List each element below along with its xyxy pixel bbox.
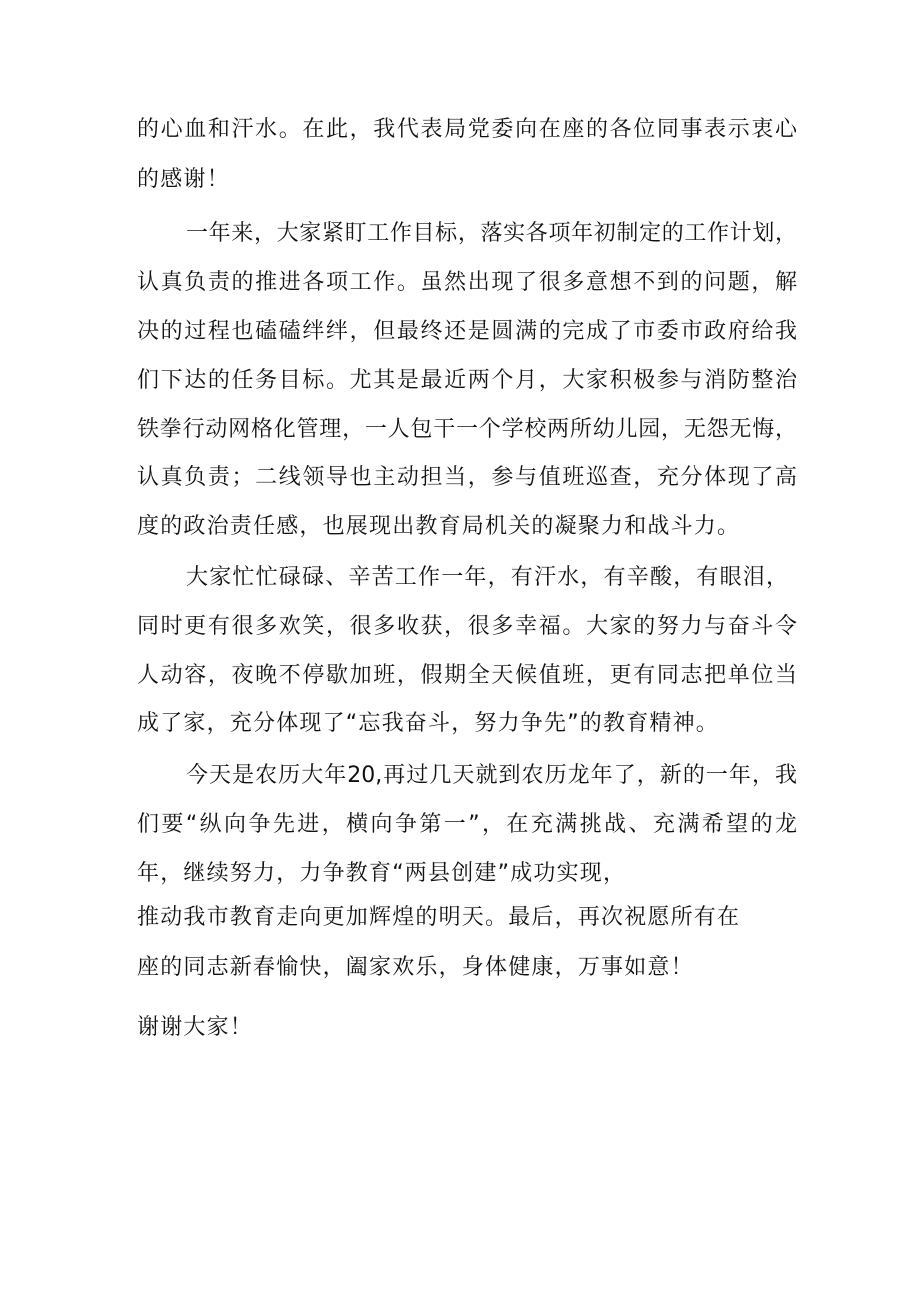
text-line: 认真负责；二线领导也主动担当，参与值班巡查，充分体现了高 (137, 465, 797, 490)
text-line: 度的政治责任感，也展现出教育局机关的凝聚力和战斗力。 (137, 514, 741, 539)
text-line: 今天是农历大年20,再过几天就到农历龙年了，新的一年，我 (186, 763, 797, 788)
text-line: 的感谢！ (137, 167, 230, 192)
text-line: 年，继续努力，力争教育“两县创建”成功实现， (137, 861, 627, 886)
text-line: 决的过程也磕磕绊绊，但最终还是圆满的完成了市委市政府给我 (137, 319, 797, 344)
text-line: 的心血和汗水。在此，我代表局党委向在座的各位同事表示衷心 (137, 117, 797, 142)
text-line: 谢谢大家！ (137, 1015, 254, 1040)
text-line: 人动容，夜晚不停歇加班，假期全天候值班，更有同志把单位当 (137, 663, 797, 688)
text-line: 成了家，充分体现了“忘我奋斗，努力争先”的教育精神。 (137, 711, 719, 736)
text-line: 认真负责的推进各项工作。虽然出现了很多意想不到的问题，解 (137, 270, 797, 295)
text-line: 铁拳行动网格化管理，一人包干一个学校两所幼儿园，无怨无悔， (137, 417, 797, 442)
text-line: 座的同志新春愉快，阖家欢乐，身体健康，万事如意！ (137, 955, 694, 980)
text-line: 一年来，大家紧盯工作目标，落实各项年初制定的工作计划， (186, 221, 797, 246)
text-line: 们下达的任务目标。尤其是最近两个月，大家积极参与消防整治 (137, 368, 797, 393)
text-line: 大家忙忙碌碌、辛苦工作一年，有汗水，有辛酸，有眼泪， (186, 565, 790, 590)
text-line: 同时更有很多欢笑，很多收获，很多幸福。大家的努力与奋斗令 (137, 614, 797, 639)
text-line: 推动我市教育走向更加辉煌的明天。最后，再次祝愿所有在 (137, 905, 741, 930)
text-line: 们要“纵向争先进，横向争第一”，在充满挑战、充满希望的龙 (137, 812, 797, 837)
